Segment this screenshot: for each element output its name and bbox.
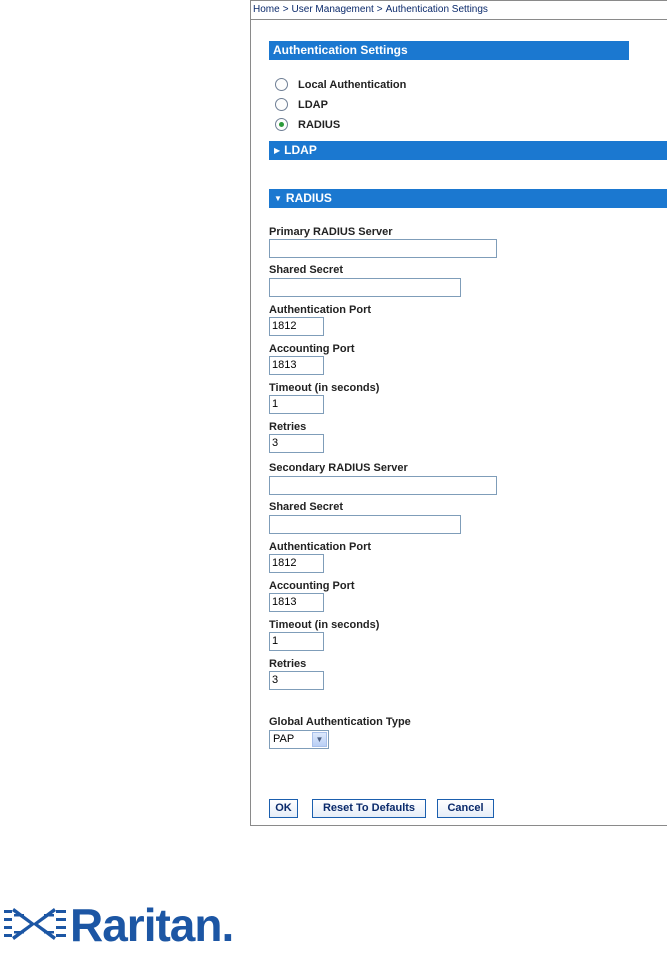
primary-timeout-input[interactable]: 1	[269, 395, 324, 414]
authentication-settings-panel	[250, 0, 667, 826]
local-authentication-radio[interactable]	[275, 78, 288, 91]
raritan-logo	[0, 899, 250, 952]
ok-button[interactable]: OK	[269, 799, 298, 818]
ldap-label: LDAP	[298, 99, 328, 111]
secondary-timeout-label: Timeout (in seconds)	[269, 619, 380, 631]
secondary-shared-secret-label: Shared Secret	[269, 501, 343, 513]
radius-label: RADIUS	[298, 119, 341, 131]
radius-option[interactable]	[275, 117, 340, 133]
cancel-button[interactable]: Cancel	[437, 799, 494, 818]
primary-radius-server-label: Primary RADIUS Server	[269, 226, 393, 238]
global-authentication-type-value: PAP	[273, 733, 295, 745]
radius-section-title: RADIUS	[285, 191, 332, 205]
secondary-authentication-port-input[interactable]: 1812	[269, 554, 324, 573]
breadcrumb-divider	[251, 19, 667, 20]
primary-accounting-port-input[interactable]: 1813	[269, 356, 324, 375]
secondary-authentication-port-label: Authentication Port	[269, 541, 372, 553]
secondary-retries-label: Retries	[269, 658, 307, 670]
secondary-accounting-port-label: Accounting Port	[269, 580, 355, 592]
ldap-section-toggle[interactable]	[269, 141, 667, 160]
global-authentication-type-label: Global Authentication Type	[269, 716, 411, 728]
raritan-wordmark: Raritan.	[70, 899, 234, 951]
secondary-timeout-input[interactable]: 1	[269, 632, 324, 651]
ldap-section-title: LDAP	[284, 143, 317, 157]
authentication-settings-header: Authentication Settings	[269, 41, 629, 60]
breadcrumb-current-page: Authentication Settings	[385, 4, 488, 15]
breadcrumb-home-link[interactable]: Home	[253, 4, 280, 15]
breadcrumb-user-management-link[interactable]: User Management	[291, 4, 374, 15]
secondary-accounting-port-input[interactable]: 1813	[269, 593, 324, 612]
ldap-option[interactable]	[275, 97, 328, 113]
primary-radius-server-input[interactable]	[269, 239, 497, 258]
chevron-down-icon[interactable]: ▼	[312, 732, 327, 747]
primary-retries-label: Retries	[269, 421, 307, 433]
expand-arrow-icon: ▶	[274, 146, 281, 155]
breadcrumb-separator: >	[282, 4, 289, 15]
collapse-arrow-icon: ▼	[274, 194, 282, 203]
reset-to-defaults-button[interactable]: Reset To Defaults	[312, 799, 426, 818]
global-authentication-type-select[interactable]	[269, 730, 329, 749]
primary-authentication-port-input[interactable]: 1812	[269, 317, 324, 336]
primary-timeout-label: Timeout (in seconds)	[269, 382, 380, 394]
local-authentication-label: Local Authentication	[298, 79, 407, 91]
secondary-retries-input[interactable]: 3	[269, 671, 324, 690]
primary-retries-input[interactable]: 3	[269, 434, 324, 453]
radius-radio[interactable]	[275, 118, 288, 131]
primary-shared-secret-input[interactable]	[269, 278, 461, 297]
breadcrumb	[253, 4, 488, 15]
raritan-mark-icon	[0, 902, 72, 950]
secondary-shared-secret-input[interactable]	[269, 515, 461, 534]
local-authentication-option[interactable]	[275, 77, 406, 93]
secondary-radius-server-input[interactable]	[269, 476, 497, 495]
primary-accounting-port-label: Accounting Port	[269, 343, 355, 355]
secondary-radius-server-label: Secondary RADIUS Server	[269, 462, 408, 474]
primary-authentication-port-label: Authentication Port	[269, 304, 372, 316]
breadcrumb-separator: >	[376, 4, 383, 15]
ldap-radio[interactable]	[275, 98, 288, 111]
radius-section-toggle[interactable]	[269, 189, 667, 208]
primary-shared-secret-label: Shared Secret	[269, 264, 343, 276]
